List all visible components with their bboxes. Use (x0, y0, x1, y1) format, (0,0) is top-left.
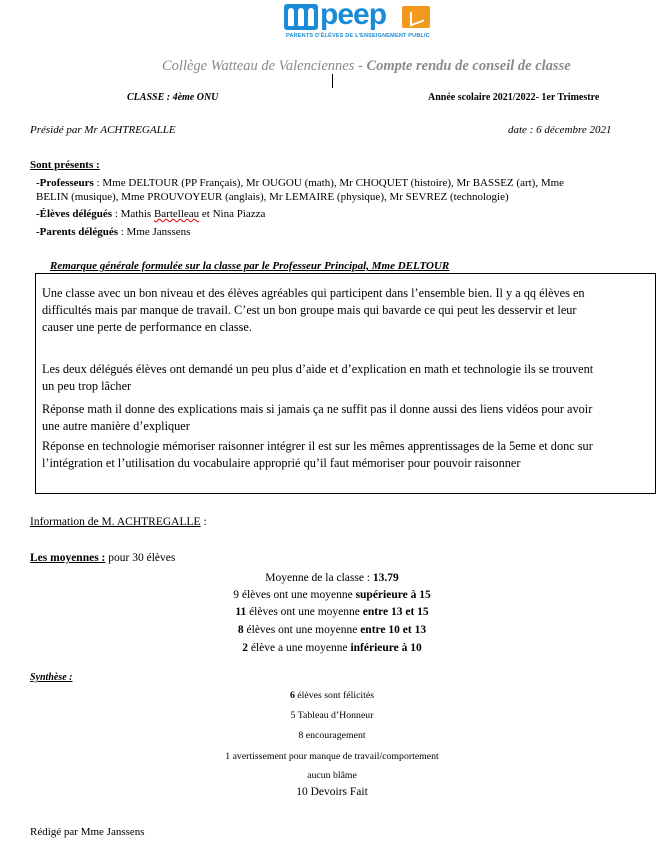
presents-heading: Sont présents : (30, 159, 100, 171)
date: date : 6 décembre 2021 (508, 124, 612, 136)
logo-subtitle: PARENTS D'ÉLÈVES DE L'ENSEIGNEMENT PUBLIC (286, 33, 430, 39)
synthese-felicites: 6 élèves sont félicités (289, 690, 375, 701)
professeurs-line-2: BELIN (musique), Mme PROUVOYEUR (anglais), Mr LEMAIRE (physique), Mr SEVREZ (technologie) (36, 191, 509, 203)
synthese-blame: aucun blâme (307, 770, 357, 781)
remarque-paragraph-1: Une classe avec un bon niveau et des élèves agréables qui participent dans l’ensemble bien. Il y a qq élèves en difficultés mais par manque de travail. C’est un bon groupe mais qui bavarde ce qui peut les desservir et leur causer une perte de performance en classe. (42, 286, 585, 334)
moyenne-line-2: 11 élèves ont une moyenne entre 13 et 15 (235, 606, 429, 618)
synthese-tableau: 5 Tableau d’Honneur (290, 710, 374, 721)
moyenne-line-3: 8 élèves ont une moyenne entre 10 et 13 (237, 624, 427, 636)
remarque-heading: Remarque générale formulée sur la classe par le Professeur Principal, Mme DELTOUR (50, 260, 450, 272)
synthese-heading: Synthèse : (30, 672, 73, 683)
logo-word: peep (320, 0, 387, 31)
synthese-encouragement: 8 encouragement (298, 730, 366, 741)
parents-delegues: -Parents délégués : Mme Janssens (36, 226, 191, 238)
classe-label: CLASSE : 4ème ONU (127, 92, 219, 103)
redige-par: Rédigé par Mme Janssens (30, 826, 145, 838)
preside-par: Présidé par Mr ACHTREGALLE (30, 124, 176, 136)
remarque-paragraph-2: Les deux délégués élèves ont demandé un peu plus d’aide et d’explication en math et technologie ils se trouvent un peu trop lâcher (42, 362, 594, 393)
remarque-paragraph-3: Réponse math il donne des explications mais si jamais ça ne suffit pas il donne aussi des liens vidéos pour avoir une autre manière d’expliquer (42, 402, 593, 433)
peep-logo (284, 0, 432, 44)
synthese-devoirs: 10 Devoirs Fait (296, 786, 368, 798)
moyennes-heading: Les moyennes : pour 30 élèves (30, 552, 176, 564)
information-line: Information de M. ACHTREGALLE : (30, 516, 207, 528)
document-title: Collège Watteau de Valenciennes - Compte rendu de conseil de classe (162, 58, 571, 74)
annee-scolaire: Année scolaire 2021/2022- 1er Trimestre (428, 92, 600, 103)
moyenne-classe: Moyenne de la classe : 13.79 (265, 572, 399, 584)
professeurs-line-1: -Professeurs : Mme DELTOUR (PP Français), Mr OUGOU (math), Mr CHOQUET (histoire), Mr BASSEZ (art), Mme (36, 177, 565, 189)
text-cursor (332, 74, 333, 88)
moyenne-line-1: 9 élèves ont une moyenne supérieure à 15 (233, 589, 431, 601)
synthese-avertissement: 1 avertissement pour manque de travail/comportement (225, 751, 439, 762)
moyenne-line-4: 2 élève a une moyenne inférieure à 10 (242, 642, 422, 654)
eleves-delegues: -Élèves délégués : Mathis Bartelleau et Nina Piazza (36, 208, 266, 220)
remarque-paragraph-4: Réponse en technologie mémoriser raisonner intégrer il est sur les mêmes apprentissages de la 5eme et donc sur l’intégration et l’utilisation du vocabulaire approprié qu’il faut mémoriser pour pouvoir raisonner (42, 439, 593, 470)
book-icon (402, 6, 430, 28)
people-icon (284, 4, 318, 30)
